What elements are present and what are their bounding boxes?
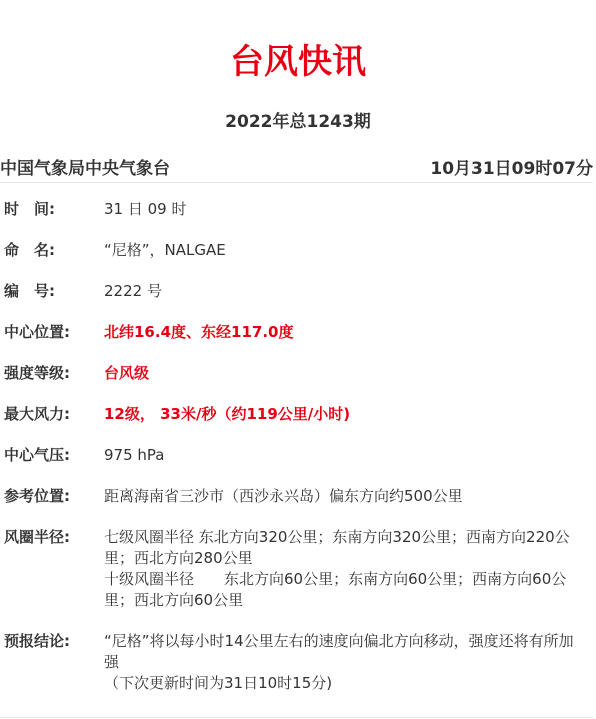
field-value: 北纬16.4度、东经117.0度 [104, 323, 294, 341]
forecast-text: “尼格”将以每小时14公里左右的速度向偏北方向移动，强度还将有所加强 [104, 632, 574, 671]
publish-time: 10月31日09时07分 [430, 159, 593, 179]
field-label: 时 间: [4, 200, 55, 218]
field-value: 距离海南省三沙市（西沙永兴岛）偏东方向约500公里 [104, 487, 463, 505]
field-value: “尼格”，NALGAE [104, 241, 226, 259]
field-label: 编 号: [4, 282, 55, 300]
issue-number: 2022年总1243期 [225, 112, 371, 132]
divider [0, 717, 593, 718]
field-pressure [0, 445, 596, 486]
info-table [0, 199, 596, 713]
field-value [104, 527, 584, 611]
field-reference-position [0, 486, 596, 527]
field-intensity [0, 363, 596, 404]
next-update-note: （下次更新时间为31日10时15分) [104, 674, 333, 692]
field-label: 预报结论: [4, 632, 70, 650]
field-name [0, 240, 596, 281]
field-wind-radius [0, 527, 596, 631]
field-number [0, 281, 596, 322]
field-forecast [0, 631, 596, 713]
field-value: 31 日 09 时 [104, 200, 187, 218]
field-label: 参考位置: [4, 487, 70, 505]
field-value: 12级， 33米/秒（约119公里/小时) [104, 405, 351, 423]
field-value [104, 631, 584, 694]
wind-radius-10: 十级风圈半径 东北方向60公里；东南方向60公里；西南方向60公里；西北方向60公里 [104, 570, 567, 609]
field-label: 强度等级: [4, 364, 70, 382]
field-value: 台风级 [104, 364, 150, 382]
page-title: 台风快讯 [230, 42, 366, 82]
field-value: 2222 号 [104, 282, 162, 300]
field-label: 中心气压: [4, 446, 70, 464]
field-label: 风圈半径: [4, 528, 70, 546]
publisher-name: 中国气象局中央气象台 [0, 159, 170, 179]
wind-radius-7: 七级风圈半径 东北方向320公里；东南方向320公里；西南方向220公里；西北方向280公里 [104, 528, 570, 567]
meta-bar [0, 154, 593, 178]
divider [0, 182, 593, 183]
field-max-wind [0, 404, 596, 445]
field-time [0, 199, 596, 240]
field-value: 975 hPa [104, 446, 165, 464]
field-label: 命 名: [4, 241, 55, 259]
field-label: 中心位置: [4, 323, 70, 341]
field-center-position [0, 322, 596, 363]
field-label: 最大风力: [4, 405, 70, 423]
